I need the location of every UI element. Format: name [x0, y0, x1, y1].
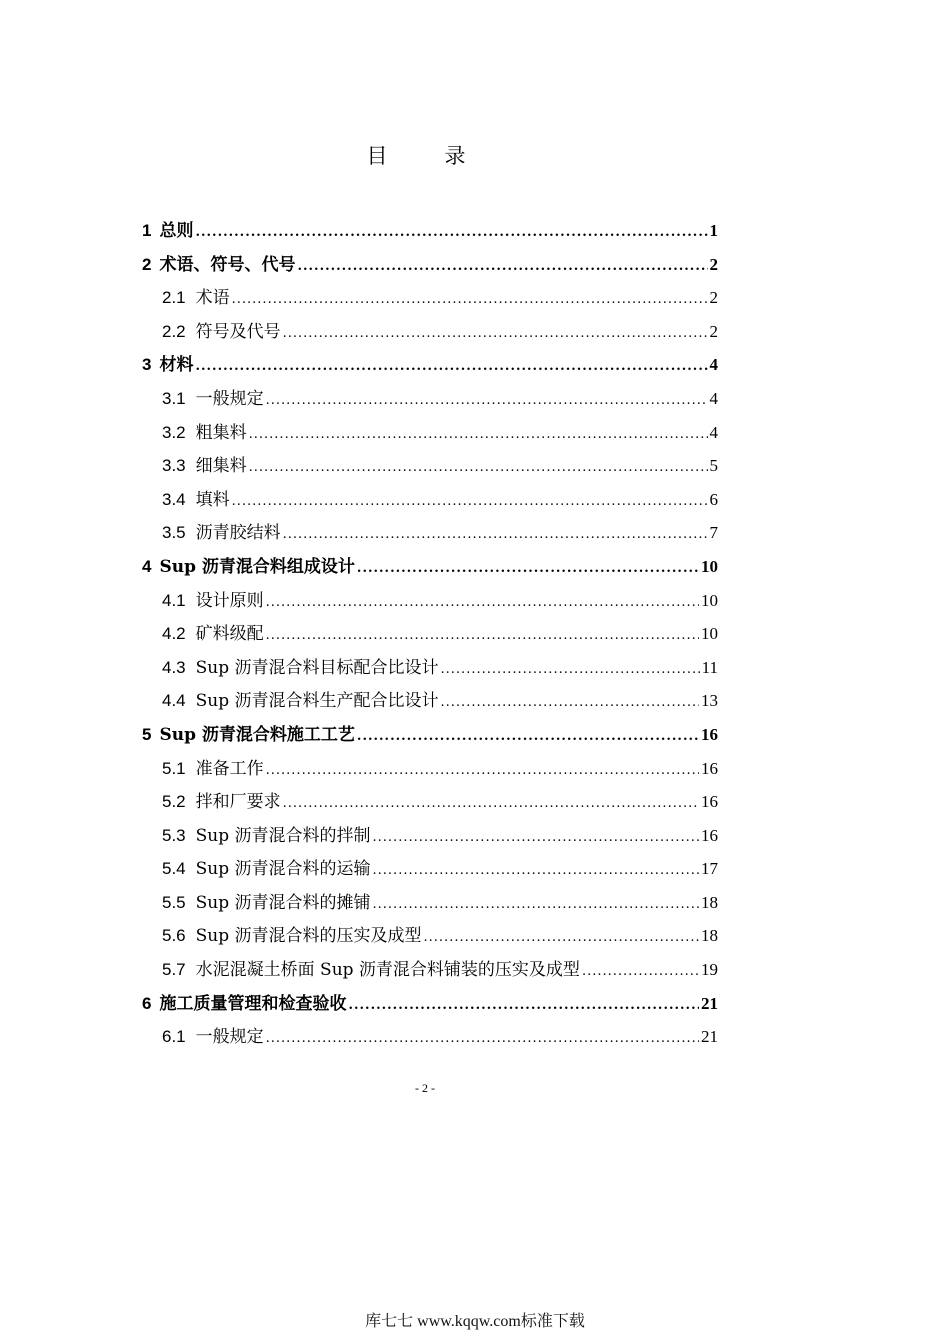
toc-entry-page: 21	[701, 1027, 718, 1047]
toc-entry-page: 2	[709, 254, 718, 274]
toc-entry-label: 符号及代号	[195, 321, 281, 342]
toc-entry-label: 水泥混凝土桥面 Sup 沥青混合料铺装的压实及成型	[195, 960, 580, 981]
toc-entry-label: Sup 沥青混合料目标配合比设计	[195, 657, 439, 678]
toc-entry-number: 2.1	[162, 288, 186, 308]
toc-entry-label: 术语	[195, 288, 230, 309]
toc-entry[interactable]	[142, 989, 718, 1023]
toc-leader-dots	[266, 1031, 699, 1046]
toc-entry-page: 10	[701, 590, 718, 610]
toc-entry-number: 2	[142, 254, 152, 274]
toc-entry-label: 一般规定	[195, 388, 264, 409]
toc-entry-page: 10	[701, 624, 718, 644]
toc-entry-label: Sup 沥青混合料生产配合比设计	[195, 691, 439, 712]
toc-leader-dots	[297, 259, 707, 274]
toc-leader-dots	[266, 393, 708, 408]
toc-entry-page: 21	[701, 993, 718, 1013]
toc-entry-number: 4.3	[162, 657, 186, 677]
toc-entry-label: 准备工作	[195, 758, 264, 779]
toc-entry[interactable]	[142, 518, 718, 552]
toc-entry[interactable]	[142, 854, 718, 888]
toc-entry-number: 5.1	[162, 758, 186, 778]
toc-entry-label: Sup 沥青混合料施工工艺	[159, 724, 355, 745]
toc-entry-label: 术语、符号、代号	[159, 254, 296, 275]
toc-entry-page: 16	[701, 758, 718, 778]
toc-leader-dots	[357, 561, 699, 576]
toc-entry-page: 4	[709, 422, 718, 442]
toc-entry-page: 4	[709, 388, 718, 408]
toc-entry-number: 3	[142, 355, 152, 375]
toc-leader-dots	[373, 897, 699, 912]
toc-entry-label: Sup 沥青混合料的压实及成型	[195, 926, 422, 947]
toc-entry-label: 拌和厂要求	[195, 792, 281, 813]
toc-entry-number: 3.5	[162, 523, 186, 543]
toc-entry[interactable]	[142, 619, 718, 653]
toc-entry-label: 粗集料	[195, 422, 247, 443]
toc-entry-page: 2	[709, 288, 718, 308]
toc-entry-page: 13	[701, 691, 718, 711]
toc-entry-page: 18	[701, 926, 718, 946]
toc-entry-label: 填料	[195, 489, 230, 510]
toc-entry-number: 1	[142, 221, 152, 240]
toc-leader-dots	[283, 527, 708, 542]
toc-entry-number: 4.1	[162, 590, 186, 610]
toc-entry[interactable]	[142, 1022, 718, 1056]
toc-entry[interactable]	[142, 720, 718, 754]
toc-entry[interactable]	[142, 250, 718, 284]
toc-entry-number: 2.2	[162, 321, 186, 341]
toc-entry-number: 5.7	[162, 960, 186, 980]
toc-entry-number: 4.4	[162, 691, 186, 711]
toc-entry-number: 6	[142, 993, 152, 1013]
toc-entry[interactable]	[142, 485, 718, 519]
toc-entry-number: 4	[142, 556, 152, 576]
toc-entry[interactable]	[142, 451, 718, 485]
toc-entry-number: 5.3	[162, 825, 186, 845]
toc-entry-label: Sup 沥青混合料的摊铺	[195, 892, 371, 913]
toc-entry-label: 沥青胶结料	[195, 523, 281, 544]
toc-entry[interactable]	[142, 787, 718, 821]
toc-entry[interactable]	[142, 317, 718, 351]
toc-entry-page: 16	[701, 792, 718, 812]
toc-leader-dots	[232, 292, 708, 307]
toc-entry-number: 3.4	[162, 489, 186, 509]
toc-entry-page: 5	[709, 456, 718, 476]
toc-entry[interactable]	[142, 350, 718, 384]
toc-entry[interactable]	[142, 653, 718, 687]
toc-entry[interactable]	[142, 955, 718, 989]
toc-entry-number: 5.4	[162, 859, 186, 879]
toc-entry-label: Sup 沥青混合料的拌制	[195, 825, 371, 846]
toc-entry-page: 16	[701, 825, 718, 845]
toc-entry[interactable]	[142, 384, 718, 418]
toc-entry-number: 5.6	[162, 926, 186, 946]
toc-entry-page: 6	[709, 489, 718, 509]
toc-entry-label: 一般规定	[195, 1027, 264, 1048]
toc-entry[interactable]	[142, 418, 718, 452]
page-number: - 2 -	[415, 1081, 435, 1095]
toc-entry-page: 1	[709, 221, 718, 240]
toc-entry[interactable]	[142, 888, 718, 922]
toc-entry-number: 5.5	[162, 892, 186, 912]
toc-leader-dots	[195, 359, 707, 374]
toc-leader-dots	[266, 628, 699, 643]
footer-watermark: 库七七 www.kqqw.com标准下载	[365, 1313, 585, 1330]
toc-entry-number: 6.1	[162, 1027, 186, 1047]
toc-leader-dots	[373, 830, 699, 845]
table-of-contents	[142, 216, 718, 1056]
toc-entry-page: 17	[701, 859, 718, 879]
toc-entry-number: 3.2	[162, 422, 186, 442]
toc-entry-label: 矿料级配	[195, 624, 264, 645]
toc-entry[interactable]	[142, 283, 718, 317]
toc-entry[interactable]	[142, 821, 718, 855]
toc-leader-dots	[283, 326, 708, 341]
toc-leader-dots	[249, 460, 708, 475]
toc-leader-dots	[441, 695, 699, 710]
toc-entry-label: 施工质量管理和检查验收	[159, 993, 347, 1014]
toc-entry[interactable]	[142, 552, 718, 586]
toc-entry-page: 16	[701, 724, 718, 744]
toc-entry-label: 细集料	[195, 456, 247, 477]
toc-entry-page: 2	[709, 321, 718, 341]
toc-leader-dots	[373, 863, 699, 878]
toc-leader-dots	[249, 427, 708, 442]
toc-leader-dots	[195, 225, 707, 240]
toc-entry[interactable]	[142, 921, 718, 955]
toc-leader-dots	[424, 930, 699, 945]
toc-entry[interactable]	[142, 754, 718, 788]
toc-leader-dots	[283, 796, 699, 811]
toc-leader-dots	[357, 729, 699, 744]
toc-entry-page: 18	[701, 892, 718, 912]
toc-entry-number: 5.2	[162, 792, 186, 812]
toc-leader-dots	[582, 964, 699, 979]
toc-entry-label: 材料	[159, 355, 194, 376]
toc-entry-number: 3.3	[162, 456, 186, 476]
toc-entry[interactable]	[142, 216, 718, 250]
toc-leader-dots	[348, 998, 699, 1013]
toc-entry-page: 10	[701, 556, 718, 576]
page-title: 目 录	[366, 144, 484, 168]
toc-entry-page: 19	[701, 960, 718, 980]
toc-entry-number: 4.2	[162, 624, 186, 644]
toc-entry[interactable]	[142, 586, 718, 620]
toc-leader-dots	[266, 763, 699, 778]
toc-entry-label: Sup 沥青混合料组成设计	[159, 556, 355, 577]
toc-entry-number: 5	[142, 724, 152, 744]
toc-leader-dots	[266, 595, 699, 610]
toc-leader-dots	[232, 494, 708, 509]
toc-entry[interactable]	[142, 686, 718, 720]
toc-entry-label: 总则	[159, 221, 194, 241]
toc-entry-page: 4	[709, 355, 718, 375]
toc-entry-page: 7	[709, 523, 718, 543]
toc-entry-number: 3.1	[162, 388, 186, 408]
toc-entry-page: 11	[701, 657, 718, 677]
toc-leader-dots	[441, 662, 700, 677]
toc-entry-label: 设计原则	[195, 590, 264, 611]
toc-entry-label: Sup 沥青混合料的运输	[195, 859, 371, 880]
